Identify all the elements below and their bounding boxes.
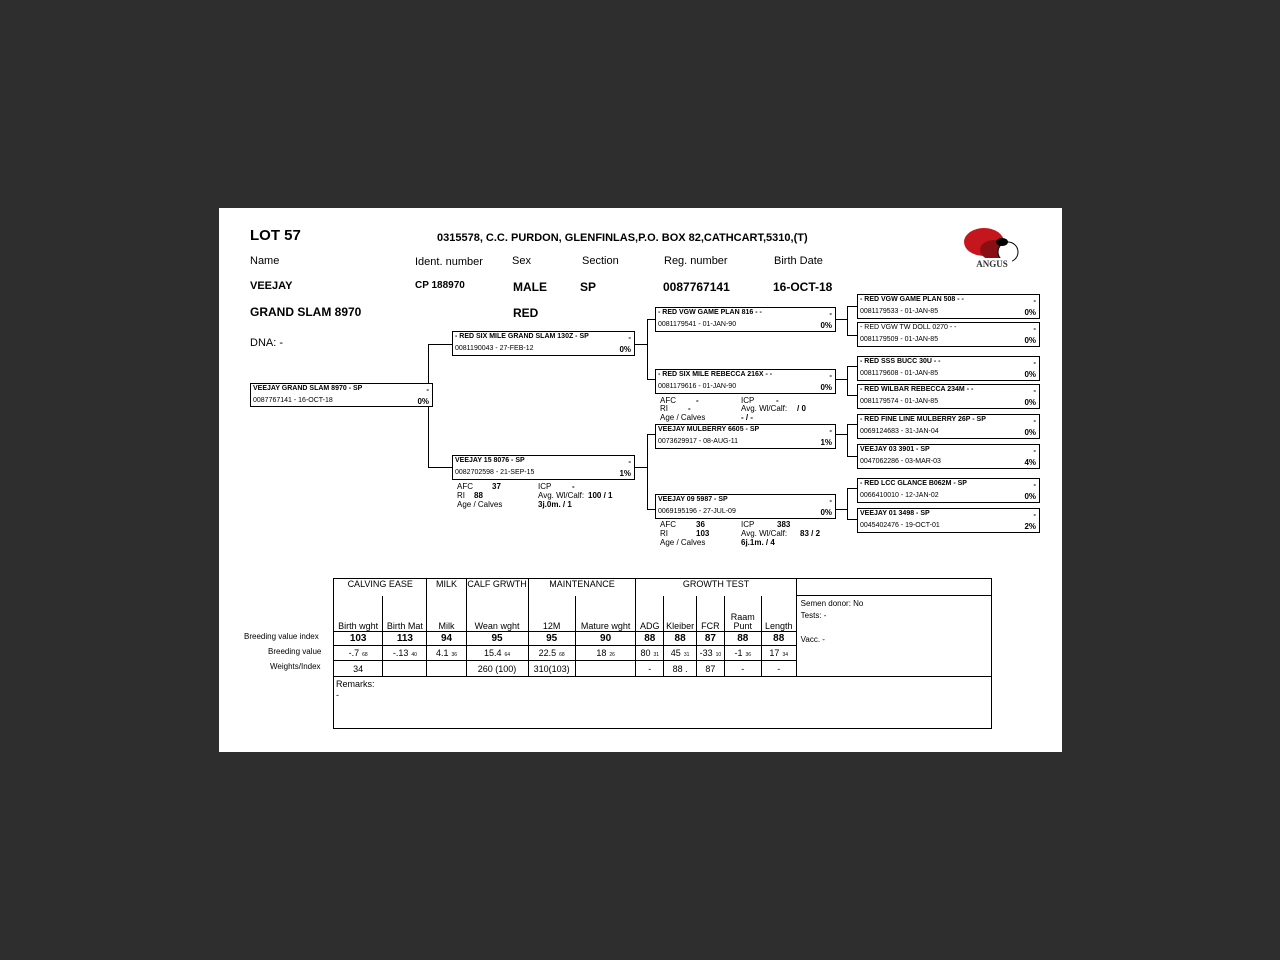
ri-value: 103	[696, 529, 710, 538]
vaccination: Vacc. -	[800, 635, 825, 644]
ped-reg: 0069195196 - 27-JUL-09	[658, 508, 736, 515]
icp-value: -	[776, 396, 779, 405]
dam-dam-stats	[660, 520, 840, 548]
ped-dash: -	[829, 496, 832, 505]
ped-inbreeding: 1%	[619, 469, 631, 478]
afc-value: 37	[492, 482, 501, 491]
afc-value: 36	[696, 520, 705, 529]
ri-value: -	[688, 404, 691, 413]
ped-dash: -	[1033, 296, 1036, 305]
index-cell: 88	[724, 632, 761, 646]
ri-label: RI	[660, 404, 668, 413]
group-maintenance: MAINTENANCE	[528, 579, 636, 596]
animal-name-1: VEEJAY	[250, 280, 293, 292]
breeding-value: 15.4	[483, 648, 502, 658]
pedigree-sheet	[219, 208, 1062, 752]
accuracy: 40	[411, 652, 417, 658]
age-value: - / -	[741, 413, 753, 422]
icp-label: ICP	[741, 520, 755, 529]
bracket-line	[847, 488, 848, 519]
ped-inbreeding: 4%	[1024, 458, 1036, 467]
label-birth: Birth Date	[774, 255, 823, 267]
bracket-line	[847, 366, 848, 395]
ped-name: VEEJAY 03 3901 - SP	[860, 446, 930, 453]
index-cell: 103	[334, 632, 383, 646]
age-value: 3j.0m. / 1	[538, 500, 572, 509]
bracket-line	[847, 395, 857, 396]
weight-cell: 88 .	[664, 661, 697, 677]
ped-name: - RED VGW GAME PLAN 816 - -	[658, 309, 762, 316]
ped-reg: 0081179616 - 01-JAN-90	[658, 383, 737, 390]
breeding-value: -.13	[392, 648, 409, 658]
pedigree-dam	[452, 455, 635, 480]
bracket-line	[847, 366, 857, 367]
weight-cell	[575, 661, 636, 677]
value-cell	[761, 646, 796, 661]
ped-dash: -	[829, 309, 832, 318]
icp-label: ICP	[538, 482, 552, 491]
ped-dash: -	[426, 385, 429, 394]
index-cell: 87	[697, 632, 725, 646]
pedigree-ssd	[857, 322, 1040, 347]
pedigree-dds	[857, 478, 1040, 503]
accuracy: 36	[745, 652, 752, 658]
value-cell	[575, 646, 636, 661]
pedigree-sss	[857, 294, 1040, 319]
ped-name: - RED LCC GLANCE B062M - SP	[860, 480, 967, 487]
pedigree-sire-dam	[655, 369, 836, 394]
dam-stats	[457, 482, 637, 512]
value-cell	[383, 646, 427, 661]
ped-dash: -	[829, 371, 832, 380]
weight-cell: -	[724, 661, 761, 677]
animal-ident: CP 188970	[415, 280, 465, 291]
weight-cell: 310(103)	[528, 661, 575, 677]
afc-label: AFC	[457, 482, 473, 491]
bracket-line	[428, 467, 452, 468]
bracket-line	[847, 306, 857, 307]
ebv-table	[333, 578, 992, 729]
afc-label: AFC	[660, 520, 676, 529]
value-cell	[697, 646, 725, 661]
ped-name: - RED SIX MILE REBECCA 216X - -	[658, 371, 773, 378]
col-wean-wght: Wean wght	[466, 596, 528, 632]
accuracy: 10	[715, 652, 722, 658]
ped-name: - RED VGW GAME PLAN 508 - -	[860, 296, 964, 303]
pedigree-sds	[857, 356, 1040, 381]
ped-name: - RED SSS BUCC 30U - -	[860, 358, 941, 365]
pedigree-dam-dam	[655, 494, 836, 519]
ped-reg: 0047062286 - 03-MAR-03	[860, 458, 941, 465]
weight-cell: 260 (100)	[466, 661, 528, 677]
index-cell: 88	[761, 632, 796, 646]
animal-section: SP	[580, 280, 597, 294]
ped-reg: 0081190043 - 27-FEB-12	[455, 345, 534, 352]
accuracy: 26	[609, 652, 615, 658]
value-cell	[724, 646, 761, 661]
breeding-value: -1	[734, 648, 743, 658]
index-cell: 88	[636, 632, 664, 646]
group-milk: MILK	[427, 579, 466, 596]
bracket-line	[836, 319, 847, 320]
remarks-text: -	[336, 690, 339, 700]
col-length: Length	[761, 596, 796, 632]
ped-name: - RED VGW TW DOLL 0270 - -	[860, 324, 957, 331]
bracket-line	[428, 344, 452, 345]
accuracy: 36	[451, 652, 458, 658]
pedigree-sire	[452, 331, 635, 356]
animal-sex: MALE	[513, 280, 547, 294]
owner-line: 0315578, C.C. PURDON, GLENFINLAS,P.O. BOX 82,CATHCART,5310,(T)	[437, 232, 808, 244]
bracket-line	[847, 519, 857, 520]
icp-value: 383	[777, 520, 791, 529]
ped-inbreeding: 0%	[1024, 336, 1036, 345]
age-label: Age / Calves	[660, 413, 706, 422]
ri-label: RI	[457, 491, 465, 500]
label-name: Name	[250, 255, 280, 267]
pedigree-ddd	[857, 508, 1040, 533]
pedigree-dam-sire	[655, 424, 836, 449]
ped-reg: 0073629917 - 08-AUG-11	[658, 438, 739, 445]
donor-header-cell	[796, 579, 991, 596]
index-cell: 94	[427, 632, 466, 646]
ped-dash: -	[1033, 510, 1036, 519]
value-cell	[334, 646, 383, 661]
bracket-line	[847, 424, 848, 456]
bracket-line	[836, 509, 847, 510]
animal-reg: 0087767141	[663, 280, 730, 294]
ri-label: RI	[660, 529, 668, 538]
dna-status: DNA: -	[250, 337, 283, 349]
bracket-line	[847, 488, 857, 489]
animal-birth: 16-OCT-18	[773, 280, 833, 294]
ped-inbreeding: 2%	[1024, 522, 1036, 531]
ped-name: VEEJAY 09 5987 - SP	[658, 496, 728, 503]
row-label-index: Breeding value index	[244, 632, 319, 641]
label-ident: Ident. number	[415, 256, 483, 268]
breeding-value: 45	[670, 648, 681, 658]
ri-value: 88	[474, 491, 483, 500]
sire-dam-stats	[660, 396, 840, 424]
ped-dash: -	[1033, 480, 1036, 489]
ped-reg: 0081179509 - 01-JAN-85	[860, 336, 939, 343]
tests: Tests: -	[800, 611, 827, 620]
ped-name: - RED FINE LINE MULBERRY 26P - SP	[860, 416, 986, 423]
avg-value: 100 / 1	[588, 491, 613, 500]
row-label-weights: Weights/Index	[270, 662, 321, 671]
semen-donor: Semen donor: No	[800, 599, 864, 608]
breeding-value: -.7	[348, 648, 360, 658]
col-kleiber: Kleiber	[664, 596, 697, 632]
ped-reg: 0066410010 - 12-JAN-02	[860, 492, 939, 499]
animal-name-2: GRAND SLAM 8970	[250, 305, 362, 319]
col-milk: Milk	[427, 596, 466, 632]
ped-inbreeding: 0%	[820, 383, 832, 392]
ped-inbreeding: 0%	[820, 508, 832, 517]
pedigree-subject	[250, 383, 433, 407]
ped-inbreeding: 0%	[1024, 492, 1036, 501]
icp-value: -	[572, 482, 575, 491]
ped-name: VEEJAY 15 8076 - SP	[455, 457, 525, 464]
index-cell: 90	[575, 632, 636, 646]
breeding-value: 80	[640, 648, 651, 658]
ped-reg: 0082702598 - 21-SEP-15	[455, 469, 535, 476]
afc-value: -	[696, 396, 699, 405]
ped-dash: -	[1033, 416, 1036, 425]
index-cell: 95	[528, 632, 575, 646]
angus-logo	[962, 220, 1020, 272]
avg-label: Avg. Wl/Calf:	[741, 404, 788, 413]
bracket-line	[836, 379, 847, 380]
ped-inbreeding: 1%	[820, 438, 832, 447]
ped-dash: -	[829, 426, 832, 435]
ped-reg: 0045402476 - 19-OCT-01	[860, 522, 940, 529]
weight-cell: 34	[334, 661, 383, 677]
ped-inbreeding: 0%	[1024, 428, 1036, 437]
index-cell: 95	[466, 632, 528, 646]
bracket-line	[647, 434, 655, 435]
avg-value: 83 / 2	[800, 529, 821, 538]
bracket-line	[647, 434, 648, 509]
logo-text: ANGUS	[976, 259, 1008, 269]
col-fcr: FCR	[697, 596, 725, 632]
ped-reg: 0069124683 - 31-JAN-04	[860, 428, 939, 435]
remarks-label: Remarks:	[336, 679, 375, 689]
avg-value: / 0	[797, 404, 806, 413]
col-adg: ADG	[636, 596, 664, 632]
col-raam-punt: Raam Punt	[724, 596, 761, 632]
label-sex: Sex	[512, 255, 531, 267]
group-calf-growth: CALF GRWTH	[466, 579, 528, 596]
bracket-line	[847, 306, 848, 335]
weight-cell	[383, 661, 427, 677]
breeding-value: 22.5	[538, 648, 557, 658]
afc-label: AFC	[660, 396, 676, 405]
pedigree-sire-sire	[655, 307, 836, 332]
weight-cell: -	[636, 661, 664, 677]
value-cell	[664, 646, 697, 661]
age-value: 6j.1m. / 4	[741, 538, 775, 547]
ped-dash: -	[1033, 446, 1036, 455]
weight-cell: -	[761, 661, 796, 677]
accuracy: 31	[653, 652, 660, 658]
ped-dash: -	[1033, 358, 1036, 367]
ped-inbreeding: 0%	[820, 321, 832, 330]
bracket-line	[647, 319, 648, 379]
breeding-value: -33	[699, 648, 713, 658]
ped-reg: 0081179541 - 01-JAN-90	[658, 321, 737, 328]
age-label: Age / Calves	[457, 500, 503, 509]
bracket-line	[836, 434, 847, 435]
ped-name: VEEJAY MULBERRY 6605 - SP	[658, 426, 760, 433]
ped-name: - RED SIX MILE GRAND SLAM 130Z - SP	[455, 333, 589, 340]
col-birth-wght: Birth wght	[334, 596, 383, 632]
weight-cell: 87	[697, 661, 725, 677]
ped-inbreeding: 0%	[619, 345, 631, 354]
ped-inbreeding: 0%	[417, 397, 429, 406]
ped-inbreeding: 0%	[1024, 398, 1036, 407]
ped-name: - RED WILBAR REBECCA 234M - -	[860, 386, 974, 393]
age-label: Age / Calves	[660, 538, 706, 547]
bracket-line	[647, 319, 655, 320]
ped-dash: -	[628, 457, 631, 466]
bracket-line	[847, 456, 857, 457]
bracket-line	[635, 467, 647, 468]
ped-name: VEEJAY GRAND SLAM 8970 - SP	[253, 385, 363, 392]
value-cell	[427, 646, 466, 661]
ped-dash: -	[1033, 324, 1036, 333]
ped-dash: -	[1033, 386, 1036, 395]
avg-label: Avg. Wl/Calf:	[538, 491, 585, 500]
bracket-line	[647, 509, 655, 510]
donor-info	[796, 596, 991, 677]
index-cell: 113	[383, 632, 427, 646]
group-calving-ease: CALVING EASE	[334, 579, 427, 596]
ped-reg: 0087767141 - 16-OCT-18	[253, 397, 333, 404]
animal-color: RED	[513, 306, 539, 320]
accuracy: 34	[782, 652, 788, 658]
accuracy: 64	[504, 652, 511, 658]
ped-name: VEEJAY 01 3498 - SP	[860, 510, 930, 517]
ped-reg: 0081179574 - 01-JAN-85	[860, 398, 939, 405]
avg-label: Avg. Wl/Calf:	[741, 529, 788, 538]
ped-reg: 0081179608 - 01-JAN-85	[860, 370, 939, 377]
pedigree-sdd	[857, 384, 1040, 409]
row-label-value: Breeding value	[268, 647, 322, 656]
value-cell	[636, 646, 664, 661]
bracket-line	[647, 379, 655, 380]
ped-reg: 0081179533 - 01-JAN-85	[860, 308, 939, 315]
pedigree-dss	[857, 414, 1040, 439]
accuracy: 68	[559, 652, 565, 658]
value-cell	[528, 646, 575, 661]
label-reg: Reg. number	[664, 255, 728, 267]
col-mature-wght: Mature wght	[575, 596, 636, 632]
group-growth-test: GROWTH TEST	[636, 579, 796, 596]
weight-cell	[427, 661, 466, 677]
ped-inbreeding: 0%	[1024, 370, 1036, 379]
label-section: Section	[582, 255, 619, 267]
ped-dash: -	[628, 333, 631, 342]
icp-label: ICP	[741, 396, 755, 405]
bracket-line	[635, 344, 647, 345]
bracket-line	[847, 424, 857, 425]
accuracy: 31	[683, 652, 690, 658]
value-cell	[466, 646, 528, 661]
ped-inbreeding: 0%	[1024, 308, 1036, 317]
breeding-value: 18	[596, 648, 607, 658]
col-birth-mat: Birth Mat	[383, 596, 427, 632]
remarks-cell	[334, 677, 992, 729]
pedigree-dsd	[857, 444, 1040, 469]
bracket-line	[847, 335, 857, 336]
accuracy: 68	[362, 652, 368, 658]
breeding-value: 17	[769, 648, 780, 658]
breeding-value: 4.1	[435, 648, 449, 658]
col-12m: 12M	[528, 596, 575, 632]
lot-number: LOT 57	[250, 227, 301, 244]
index-cell: 88	[664, 632, 697, 646]
